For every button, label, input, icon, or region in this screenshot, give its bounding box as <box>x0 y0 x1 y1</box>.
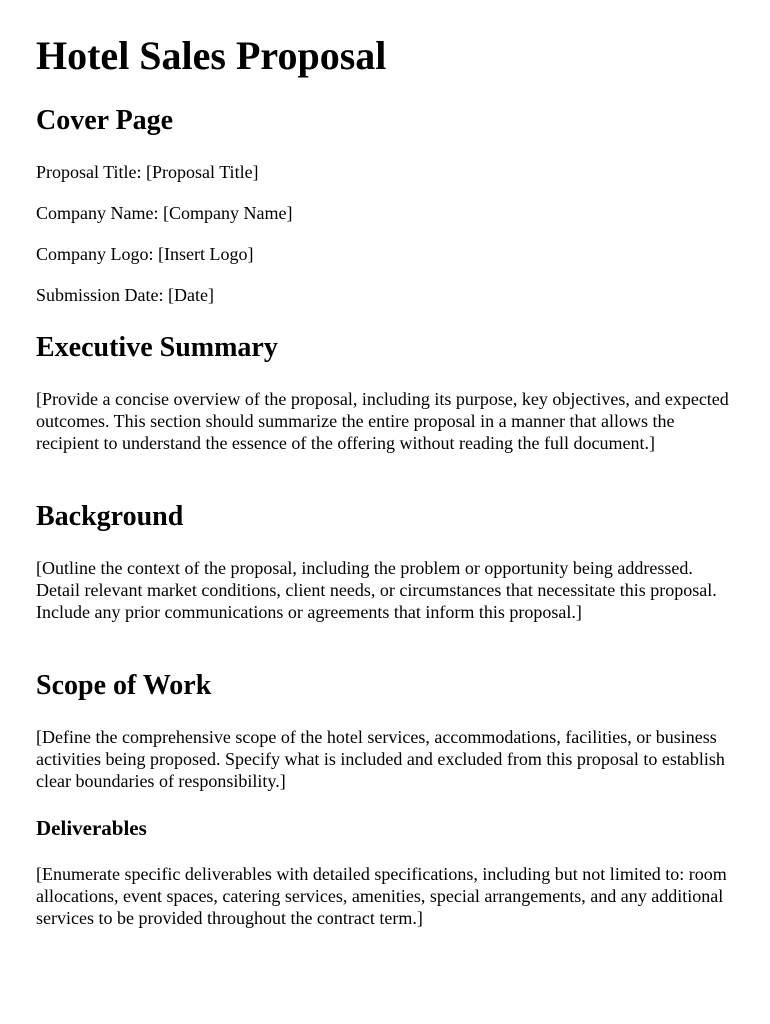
company-logo-field: Company Logo: [Insert Logo] <box>36 244 254 264</box>
company-name-field: Company Name: [Company Name] <box>36 203 293 223</box>
scope-of-work-heading: Scope of Work <box>36 670 212 701</box>
submission-date-field: Submission Date: [Date] <box>36 285 214 305</box>
deliverables-heading: Deliverables <box>36 816 147 840</box>
background-heading: Background <box>36 501 184 532</box>
scope-of-work-body: [Define the comprehensive scope of the hotel services, accommodations, facilities, or business activities being proposed. Specify what is included and excluded from this proposal to establish clear boundaries of responsibility.] <box>36 727 725 791</box>
executive-summary-body: [Provide a concise overview of the proposal, including its purpose, key objectives, and expected outcomes. This section should summarize the entire proposal in a manner that allows the recipient to understand the essence of the offering without reading the full document.] <box>36 389 729 453</box>
executive-summary-heading: Executive Summary <box>36 332 278 363</box>
background-body: [Outline the context of the proposal, including the problem or opportunity being addressed. Detail relevant market conditions, client needs, or circumstances that necessitate this proposal. Include any prior communications or agreements that inform this proposal.] <box>36 558 717 622</box>
cover-page-heading: Cover Page <box>36 105 174 136</box>
document-title: Hotel Sales Proposal <box>36 33 387 78</box>
deliverables-body: [Enumerate specific deliverables with detailed specifications, including but not limited to: room allocations, event spaces, catering services, amenities, special arrangements, and any additional services to be provided throughout the contract term.] <box>36 864 727 928</box>
proposal-title-field: Proposal Title: [Proposal Title] <box>36 162 259 182</box>
